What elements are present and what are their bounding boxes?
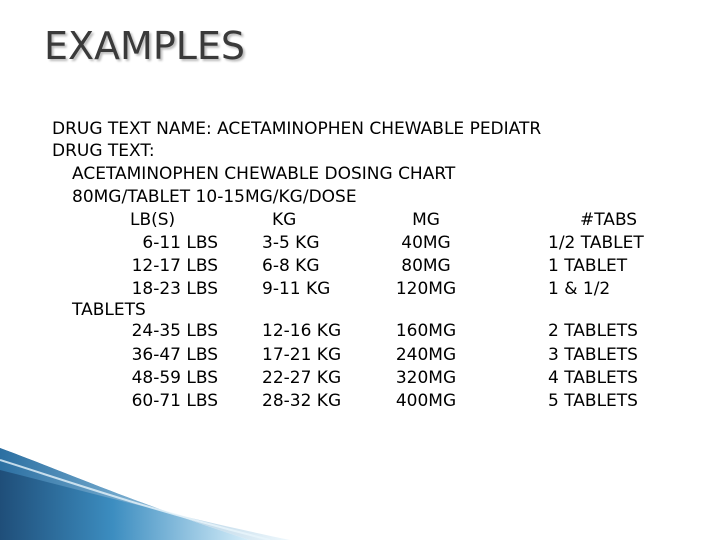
- table-cell-lbs: 48-59 LBS: [131, 368, 218, 388]
- table-cell-mg: 320MG: [395, 368, 457, 388]
- table-cell-kg: 28-32 KG: [262, 391, 342, 411]
- table-cell-kg: 22-27 KG: [262, 368, 342, 388]
- tablets-label: TABLETS: [72, 300, 146, 320]
- dosing-chart-title: ACETAMINOPHEN CHEWABLE DOSING CHART: [72, 164, 456, 184]
- table-cell-lbs: 12-17 LBS: [131, 256, 218, 276]
- table-cell-tabs: 1/2 TABLET: [548, 233, 644, 253]
- table-cell-lbs: 6-11 LBS: [142, 233, 218, 253]
- dose-rate-line: 80MG/TABLET 10-15MG/KG/DOSE: [72, 187, 357, 207]
- column-header-mg: MG: [412, 210, 440, 230]
- table-cell-mg: 160MG: [395, 321, 457, 341]
- table-cell-tabs: 1 & 1/2: [548, 279, 611, 299]
- table-cell-lbs: 60-71 LBS: [131, 391, 218, 411]
- table-cell-tabs: 1 TABLET: [548, 256, 628, 276]
- table-cell-mg: 400MG: [395, 391, 457, 411]
- table-cell-lbs: 24-35 LBS: [131, 321, 218, 341]
- table-cell-tabs: 5 TABLETS: [548, 391, 638, 411]
- table-cell-lbs: 18-23 LBS: [131, 279, 218, 299]
- table-cell-kg: 12-16 KG: [262, 321, 342, 341]
- drug-text-line: DRUG TEXT:: [52, 141, 155, 161]
- table-cell-kg: 9-11 KG: [262, 279, 331, 299]
- drug-text-name-line: DRUG TEXT NAME: ACETAMINOPHEN CHEWABLE PEDIATR: [52, 119, 542, 139]
- table-cell-mg: 240MG: [395, 345, 457, 365]
- table-cell-mg: 80MG: [401, 256, 451, 276]
- column-header-lbs: LB(S): [130, 210, 176, 230]
- table-cell-tabs: 2 TABLETS: [548, 321, 638, 341]
- table-cell-kg: 6-8 KG: [262, 256, 320, 276]
- column-header-tabs: #TABS: [580, 210, 638, 230]
- table-cell-tabs: 4 TABLETS: [548, 368, 638, 388]
- table-cell-tabs: 3 TABLETS: [548, 345, 638, 365]
- table-cell-mg: 120MG: [395, 279, 457, 299]
- table-cell-mg: 40MG: [401, 233, 451, 253]
- table-cell-kg: 17-21 KG: [262, 345, 342, 365]
- column-header-kg: KG: [272, 210, 297, 230]
- table-cell-lbs: 36-47 LBS: [131, 345, 218, 365]
- slide-title: EXAMPLES: [44, 24, 246, 68]
- table-cell-kg: 3-5 KG: [262, 233, 320, 253]
